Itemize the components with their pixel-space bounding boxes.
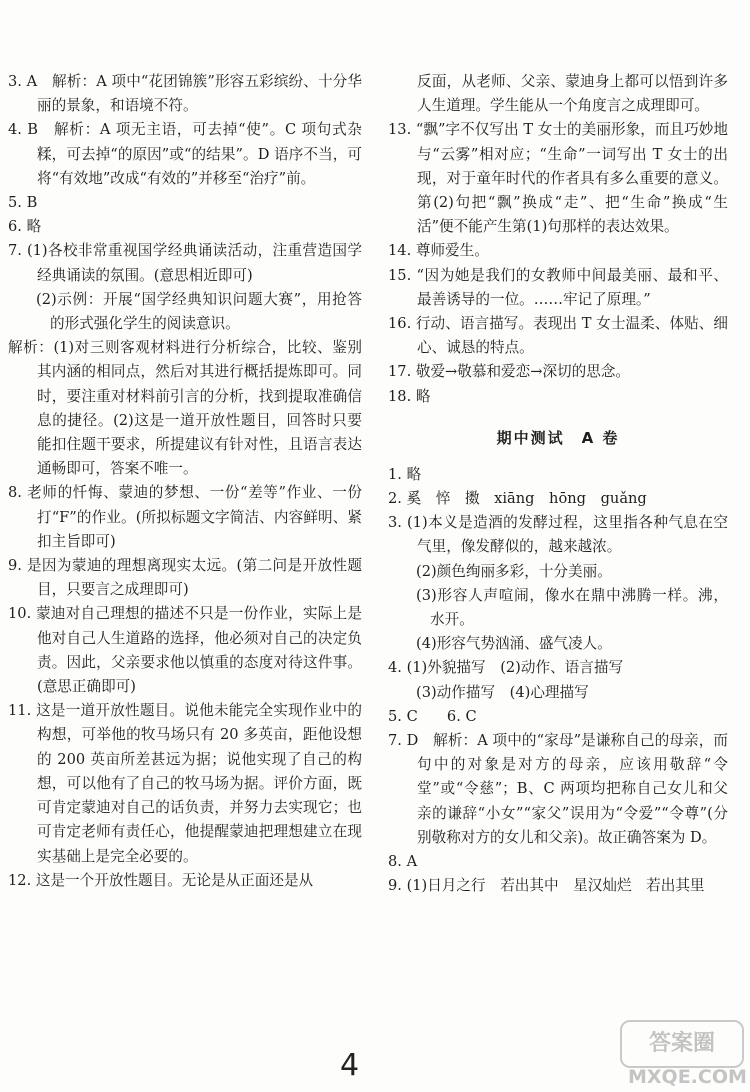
answer-item: 1. 略 xyxy=(388,465,422,483)
page-number: 4 xyxy=(340,1048,360,1083)
answer-item: 16. 行动、语言描写。表现出 T 女士温柔、体贴、细心、诚恳的特点。 xyxy=(388,315,728,357)
answer-item: 18. 略 xyxy=(388,387,431,405)
answer-item: 10. 蒙迪对自己理想的描述不只是一份作业，实际上是他对自己人生道路的选择，他必须对自己的决定负责。因此，父亲要求他以慎重的态度对待这件事。(意思正确即可) xyxy=(8,605,362,696)
answer-item: 5. C 6. C xyxy=(388,707,477,725)
right-column xyxy=(388,70,728,899)
right-answers-top xyxy=(388,70,728,409)
answer-item: 8. 老师的忏悔、蒙迪的梦想、一份“差等”作业、一份打“F”的作业。(所拟标题文字简洁、内容鲜明、紧扣主旨即可) xyxy=(8,484,362,550)
answer-item: (4)形容气势汹涌、盛气凌人。 xyxy=(416,635,612,653)
watermark-logo: 答案圈 xyxy=(620,1020,744,1068)
answer-item: 5. B xyxy=(8,194,38,212)
answer-item: 反面，从老师、父亲、蒙迪身上都可以悟到许多人生道理。学生能从一个角度言之成理即可。 xyxy=(417,73,728,115)
section-title: 期中测试 A 卷 xyxy=(496,428,620,447)
answer-item: 解析：(1)对三则客观材料进行分析综合，比较、鉴别其内涵的相同点，然后对其进行概括提炼即可。同时，要注重对材料前引言的分析，找到提取准确信息的捷径。(2)这是一道开放性题目，回答时只要能扣住题干要求，所提建议有针对性，且语言表达通畅即可，答案不唯一。 xyxy=(8,339,362,478)
right-answers-bottom xyxy=(388,463,728,899)
answer-item: (3)形容人声喧闹，像水在鼎中沸腾一样。沸，水开。 xyxy=(416,586,728,629)
answer-item: 11. 这是一道开放性题目。说他未能完全实现作业中的构想，可举他的牧马场只有 20 多英亩，距他设想的 200 英亩所差甚远为据；说他实现了自己的构想，可以他有了自己的牧马场为据。评价方面，既可肯定蒙迪对自己的话负责，并努力去实现它；也可肯定老师有责任心，他提醒蒙迪把理想建立在现实基础上是完全必要的。 xyxy=(8,702,362,865)
answer-item: 14. 尊师爱生。 xyxy=(388,242,489,260)
answer-item: 17. 敬爱→敬慕和爱恋→深切的思念。 xyxy=(388,363,631,381)
answer-item: 3. (1)本义是造酒的发酵过程，这里指各种气息在空气里，像发酵似的，越来越浓。 xyxy=(388,514,728,556)
answer-item: 3. A 解析：A 项中“花团锦簇”形容五彩缤纷、十分华丽的景象，和语境不符。 xyxy=(8,73,362,115)
answer-item: (2)示例：开展“国学经典知识问题大赛”，用抢答的形式强化学生的阅读意识。 xyxy=(36,290,362,333)
answer-item: (2)颜色绚丽多彩，十分美丽。 xyxy=(416,562,612,580)
answer-item: 12. 这是一个开放性题目。无论是从正面还是从 xyxy=(8,871,314,889)
answer-item: (3)动作描写 (4)心理描写 xyxy=(416,683,589,701)
answer-item: 6. 略 xyxy=(8,218,42,236)
answer-item: 4. B 解析：A 项无主语，可去掉“使”。C 项句式杂糅，可去掉“的原因”或“的结果”。D 语序不当，可将“有效地”改成“有效的”并移至“治疗”前。 xyxy=(8,121,362,187)
answer-item: 9. (1)日月之行 若出其中 星汉灿烂 若出其里 xyxy=(388,877,705,895)
watermark-url: MXQE.COM xyxy=(628,1066,747,1088)
answer-item: 7. D 解析：A 项中的“家母”是谦称自己的母亲，而句中的对象是对方的母亲，应该用敬辞“令堂”或“令慈”；B、C 两项均把称自己女儿和父亲的谦辞“小女”“家父”误用为“令爱”“令尊”(分别敬称对方的女儿和父亲)。故正确答案为 D。 xyxy=(388,732,728,846)
answer-item: 7. (1)各校非常重视国学经典诵读活动，注重营造国学经典诵读的氛围。(意思相近即可) xyxy=(8,242,362,284)
left-column xyxy=(8,70,362,893)
answer-item: 2. 奚 悴 擞 xiāng hōng guǎng xyxy=(388,490,647,508)
answer-item: 15. “因为她是我们的女教师中间最美丽、最和平、最善诱导的一位。……牢记了原理。” xyxy=(388,266,728,308)
answer-item: 13. “飘”字不仅写出 T 女士的美丽形象，而且巧妙地与“云雾”相对应；“生命”一词写出 T 女士的出现，对于童年时代的作者具有多么重要的意义。第(2)句把“飘”换成“走”、把“生命”换成“生活”便不能产生第(1)句那样的表达效果。 xyxy=(388,121,728,236)
answer-item: 8. A xyxy=(388,853,418,871)
answer-item: 9. 是因为蒙迪的理想离现实太远。(第二问是开放性题目，只要言之成理即可) xyxy=(8,557,362,599)
answer-item: 4. (1)外貌描写 (2)动作、语言描写 xyxy=(388,659,624,677)
